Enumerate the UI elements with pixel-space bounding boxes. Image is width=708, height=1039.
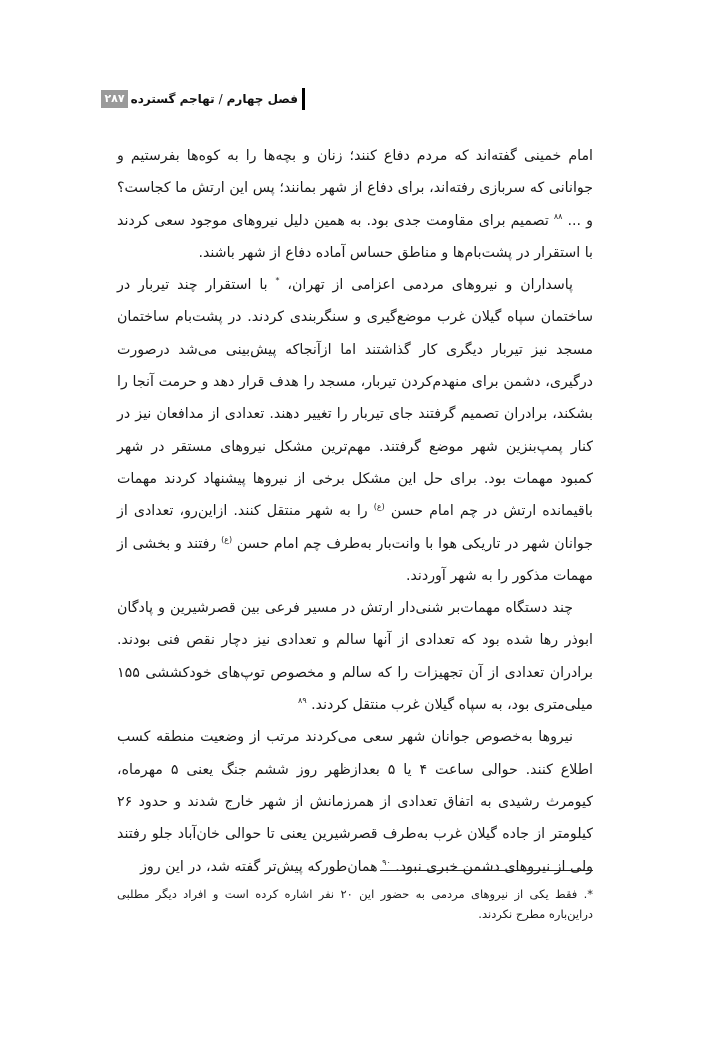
- paragraph-1: [117, 140, 593, 269]
- page-number: ۲۸۷: [101, 90, 127, 108]
- paragraph-text: را به شهر منتقل کنند. ازاین‌رو، تعدادی از جوانان شهر در تاریکی هوا با وانت‌بار به‌طرف چم امام حسن: [117, 503, 593, 552]
- paragraph-text: تصمیم برای مقاومت جدی بود. به همین دلیل نیروهای موجود سعی کردند با استقرار در پشت‌بام‌ها و مناطق حساس آماده دفاع از شهر باشند.: [117, 212, 593, 261]
- endnote-ref-89: ۸۹: [298, 696, 307, 706]
- header-bar: [302, 88, 305, 110]
- paragraph-4: [117, 721, 593, 882]
- endnote-ref-88: ۸۸: [553, 211, 563, 221]
- paragraph-text: چند دستگاه مهمات‌بر شنی‌دار ارتش در مسیر فرعی بین قصرشیرین و پادگان ابوذر رها شده بود که تعدادی از آنها سالم و تعدادی نیز دچار نقص فنی بودند. برادران تعدادی از آن تجهیزات را که سالم و مخصوص توپ‌های خودکششی ۱۵۵ میلی‌متری بود، به سپاه گیلان غرب منتقل کردند.: [117, 600, 593, 714]
- body-text: [117, 140, 593, 883]
- paragraph-text: امام خمینی گفته‌اند که مردم دفاع کنند؛ زنان و بچه‌ها را به کوه‌ها بفرستیم و جوانانی که سربازی رفته‌اند، برای دفاع از شهر بمانند؛ پس این ارتش ما کجاست؟ و ...: [117, 148, 593, 229]
- paragraph-text: نیروها به‌خصوص جوانان شهر سعی می‌کردند مرتب از وضعیت منطقه کسب اطلاع کنند. حوالی ساعت ۴ یا ۵ بعدازظهر روز ششم جنگ یعنی ۵ مهرماه، کیومرث رشیدی به اتفاق تعدادی از همرزمانش از شهر خارج شدند و حدود ۲۶ کیلومتر از جاده گیلان غرب به‌طرف قصرشیرین یعنی تا حوالی خان‌آباد جلو رفتند ولی از نیروهای دشمن خبری نبود.: [117, 729, 593, 875]
- paragraph-text: رفتند و بخشی از مهمات مذکور را به شهر آوردند.: [117, 535, 593, 584]
- chapter-title: فصل چهارم: [226, 92, 298, 106]
- paragraph-text: با استقرار چند تیربار در ساختمان سپاه گیلان غرب موضع‌گیری و سنگربندی کردند. در پشت‌بام ساختمان مسجد نیز تیربار دیگری کار گذاشتند اما ازآنجاکه پیش‌بینی می‌شد درصورت درگیری، دشمن برای منهدم‌کردن تیربار، مسجد را هدف قرار دهد و حرمت آنجا را بشکند، برادران تصمیم گرفتند جای تیربار را تغییر دهند. تعدادی از مدافعان نیز در کنار پمپ‌بنزین شهر موضع گرفتند. مهم‌ترین مشکل نیروهای مستقر در شهر کمبود مهمات بود. برای حل این مشکل برخی از نیروها پیشنهاد کردند مهمات باقیمانده ارتش در چم امام حسن: [117, 277, 593, 520]
- paragraph-2: [117, 269, 593, 592]
- footnote: *. فقط یکی از نیروهای مردمی به حضور این ۲۰ نفر اشاره کرده است و افراد دیگر مطلبی دراین‌باره مطرح نکردند.: [117, 887, 593, 921]
- running-header: [101, 86, 305, 112]
- paragraph-3: [117, 592, 593, 721]
- honorific-mark: (ع): [221, 534, 233, 544]
- paragraph-text: همان‌طورکه پیش‌تر گفته شد، در این روز: [140, 858, 378, 875]
- paragraph-text: پاسداران و نیروهای مردمی اعزامی از تهران،: [287, 277, 574, 294]
- footnote-rule: [380, 870, 593, 871]
- section-title: تهاجم گسترده: [130, 92, 215, 106]
- honorific-mark: (ع): [373, 502, 385, 512]
- endnote-ref-90: ۹۰: [382, 857, 391, 867]
- footnote-star-ref: *: [275, 276, 280, 286]
- header-separator: /: [218, 92, 223, 106]
